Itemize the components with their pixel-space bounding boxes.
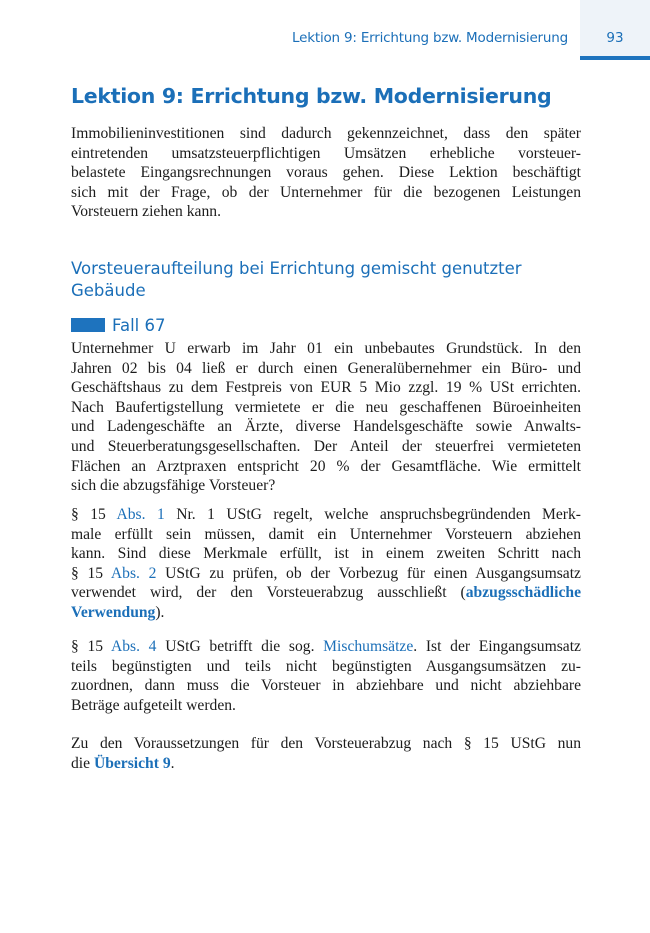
case-line: Unternehmer U erwarb im Jahr 01 ein unbebautes Grundstück. In den: [71, 340, 581, 357]
lesson-title: Lektion 9: Errichtung bzw. Modernisierung: [71, 84, 552, 108]
abs-2-link[interactable]: Abs. 2: [110, 564, 157, 582]
intro-line: sich mit der Frage, ob der Unternehmer für die bezogenen Leistungen: [71, 183, 581, 201]
text-segment: UStG zu prüfen, ob der Vorbezug für einen Ausgangsumsatz: [156, 564, 581, 582]
mix-line: Beträge aufgeteilt werden.: [71, 696, 236, 714]
case-paragraph: [71, 339, 581, 496]
page-number-box: [580, 0, 650, 60]
case-heading: [71, 314, 166, 336]
mix-line: [71, 637, 581, 657]
case-label: Fall 67: [112, 315, 166, 335]
text-segment: . Ist der Eingangsumsatz: [413, 638, 581, 655]
text-segment: § 15: [71, 564, 111, 582]
abs-line: [71, 564, 581, 584]
text-segment: § 15: [71, 506, 117, 523]
mix-paragraph: [71, 637, 581, 715]
abs-1-link[interactable]: Abs. 1: [116, 506, 165, 523]
case-line: sich die abzugsfähige Vorsteuer?: [71, 477, 276, 495]
case-line: und Steuerberatungsgesellschaften. Der Anteil der steuerfrei vermieteten: [71, 437, 581, 455]
abs-line: [71, 603, 581, 623]
intro-line: Vorsteuern ziehen kann.: [71, 203, 221, 221]
text-segment: die: [71, 754, 94, 772]
abs-line: [71, 583, 581, 603]
mix-line: zuordnen, dann muss die Vorsteuer in abziehbare und nicht abziehbare: [71, 677, 581, 695]
text-segment: .: [170, 754, 175, 772]
mischumsaetze-link[interactable]: Mischumsätze: [323, 638, 414, 655]
final-line: Zu den Voraussetzungen für den Vorsteuerabzug nach § 15 UStG nun: [71, 735, 581, 752]
case-line: und Ladengeschäfte an Ärzte, diverse Handelsgeschäfte sowie Anwalts-: [71, 418, 581, 436]
uebersicht-9-link[interactable]: Übersicht 9: [93, 754, 171, 772]
abs-paragraph: [71, 505, 581, 623]
intro-line: Immobilieninvestitionen sind dadurch gekennzeichnet, dass den später: [71, 125, 581, 142]
section-title: Vorsteueraufteilung bei Errichtung gemischt genutzter Gebäude: [71, 259, 522, 300]
text-segment: verwendet wird, der den Vorsteuerabzug ausschließt (: [71, 584, 466, 602]
case-marker-bar: [71, 318, 105, 332]
abs-line: kann. Sind diese Merkmale erfüllt, ist in einem zweiten Schritt nach: [71, 545, 581, 563]
text-segment: Nr. 1 UStG regelt, welche anspruchsbegründenden Merk-: [164, 506, 581, 523]
intro-paragraph: [71, 124, 581, 222]
text-segment: § 15: [71, 638, 111, 655]
abs-line: [71, 505, 581, 525]
case-line: Geschäftshaus zu dem Festpreis von EUR 5 Mio zzgl. 19 % USt errichten.: [71, 379, 581, 397]
verwendung-link[interactable]: Verwendung: [71, 603, 156, 621]
running-head: [0, 0, 650, 60]
abs-4-link[interactable]: Abs. 4: [110, 638, 157, 655]
page-number: 93: [606, 30, 624, 46]
running-head-title: Lektion 9: Errichtung bzw. Modernisierung: [292, 30, 568, 46]
case-line: Jahren 02 bis 04 ließ er durch einen Generalübernehmer ein Büro- und: [71, 359, 581, 377]
abzugsschaedliche-link[interactable]: abzugsschädliche: [465, 584, 581, 602]
intro-line: belastete Eingangsrechnungen voraus gehen. Diese Lektion beschäftigt: [71, 164, 581, 182]
mix-line: teils begünstigten und teils nicht begünstigten Ausgangsumsätzen zu-: [71, 657, 581, 675]
text-segment: ).: [155, 603, 165, 621]
case-line: Nach Baufertigstellung vermietete er die neu geschaffenen Büroeinheiten: [71, 398, 581, 416]
intro-line: eintretenden umsatzsteuerpflichtigen Umsätzen erhebliche vorsteuer-: [71, 144, 581, 162]
case-line: Flächen an Arztpraxen entspricht 20 % der Gesamtfläche. Wie ermittelt: [71, 457, 581, 475]
abs-line: male erfüllt sein müssen, damit ein Unternehmer Vorsteuern abziehen: [71, 525, 581, 543]
text-segment: UStG betrifft die sog.: [156, 638, 324, 655]
final-paragraph: [71, 734, 581, 773]
final-line: [71, 754, 581, 774]
